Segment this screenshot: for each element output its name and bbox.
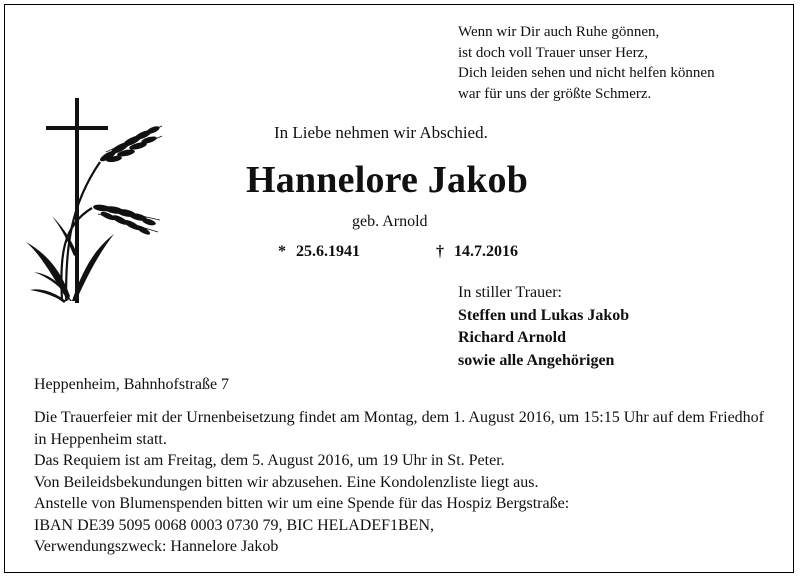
service-details	[34, 407, 764, 558]
mourner-name: Richard Arnold	[458, 329, 567, 346]
death-date-value: 14.7.2016	[454, 243, 518, 260]
death-date	[436, 243, 518, 261]
mourners-intro: In stiller Trauer:	[458, 284, 562, 301]
funeral-paragraph: Die Trauerfeier mit der Urnenbeisetzung findet am Montag, dem 1. August 2016, um 15:15 Uhr auf dem Friedhof in Heppenheim statt.	[34, 409, 764, 448]
death-symbol: †	[436, 243, 444, 260]
poem	[458, 22, 715, 104]
poem-line: war für uns der größte Schmerz.	[458, 85, 652, 102]
birth-date	[278, 243, 360, 261]
iban-line: IBAN DE39 5095 0068 0003 0730 79, BIC HELADEF1BEN,	[34, 516, 434, 534]
deceased-name: Hannelore Jakob	[246, 159, 529, 201]
donation-paragraph: Anstelle von Blumenspenden bitten wir um eine Spende für das Hospiz Bergstraße:	[34, 495, 570, 512]
mourner-name: sowie alle Angehörigen	[458, 351, 615, 369]
requiem-paragraph: Das Requiem ist am Freitag, dem 5. August 2016, um 19 Uhr in St. Peter.	[34, 452, 505, 469]
mourner-name: Steffen und Lukas Jakob	[458, 306, 630, 324]
address-line: Heppenheim, Bahnhofstraße 7	[34, 376, 230, 393]
maiden-name: geb. Arnold	[352, 213, 428, 230]
mourners-block	[458, 282, 629, 372]
reference-line: Verwendungszweck: Hannelore Jakob	[34, 538, 279, 555]
poem-line: Wenn wir Dir auch Ruhe gönnen,	[458, 24, 660, 40]
birth-symbol: *	[278, 243, 286, 260]
birth-date-value: 25.6.1941	[296, 243, 360, 260]
poem-line: Dich leiden sehen und nicht helfen können	[458, 65, 715, 81]
poem-line: ist doch voll Trauer unser Herz,	[458, 44, 648, 61]
condolence-paragraph: Von Beileidsbekundungen bitten wir abzusehen. Eine Kondolenzliste liegt aus.	[34, 473, 539, 491]
farewell-line: In Liebe nehmen wir Abschied.	[274, 123, 488, 142]
cross-and-wheat-icon	[22, 96, 172, 306]
